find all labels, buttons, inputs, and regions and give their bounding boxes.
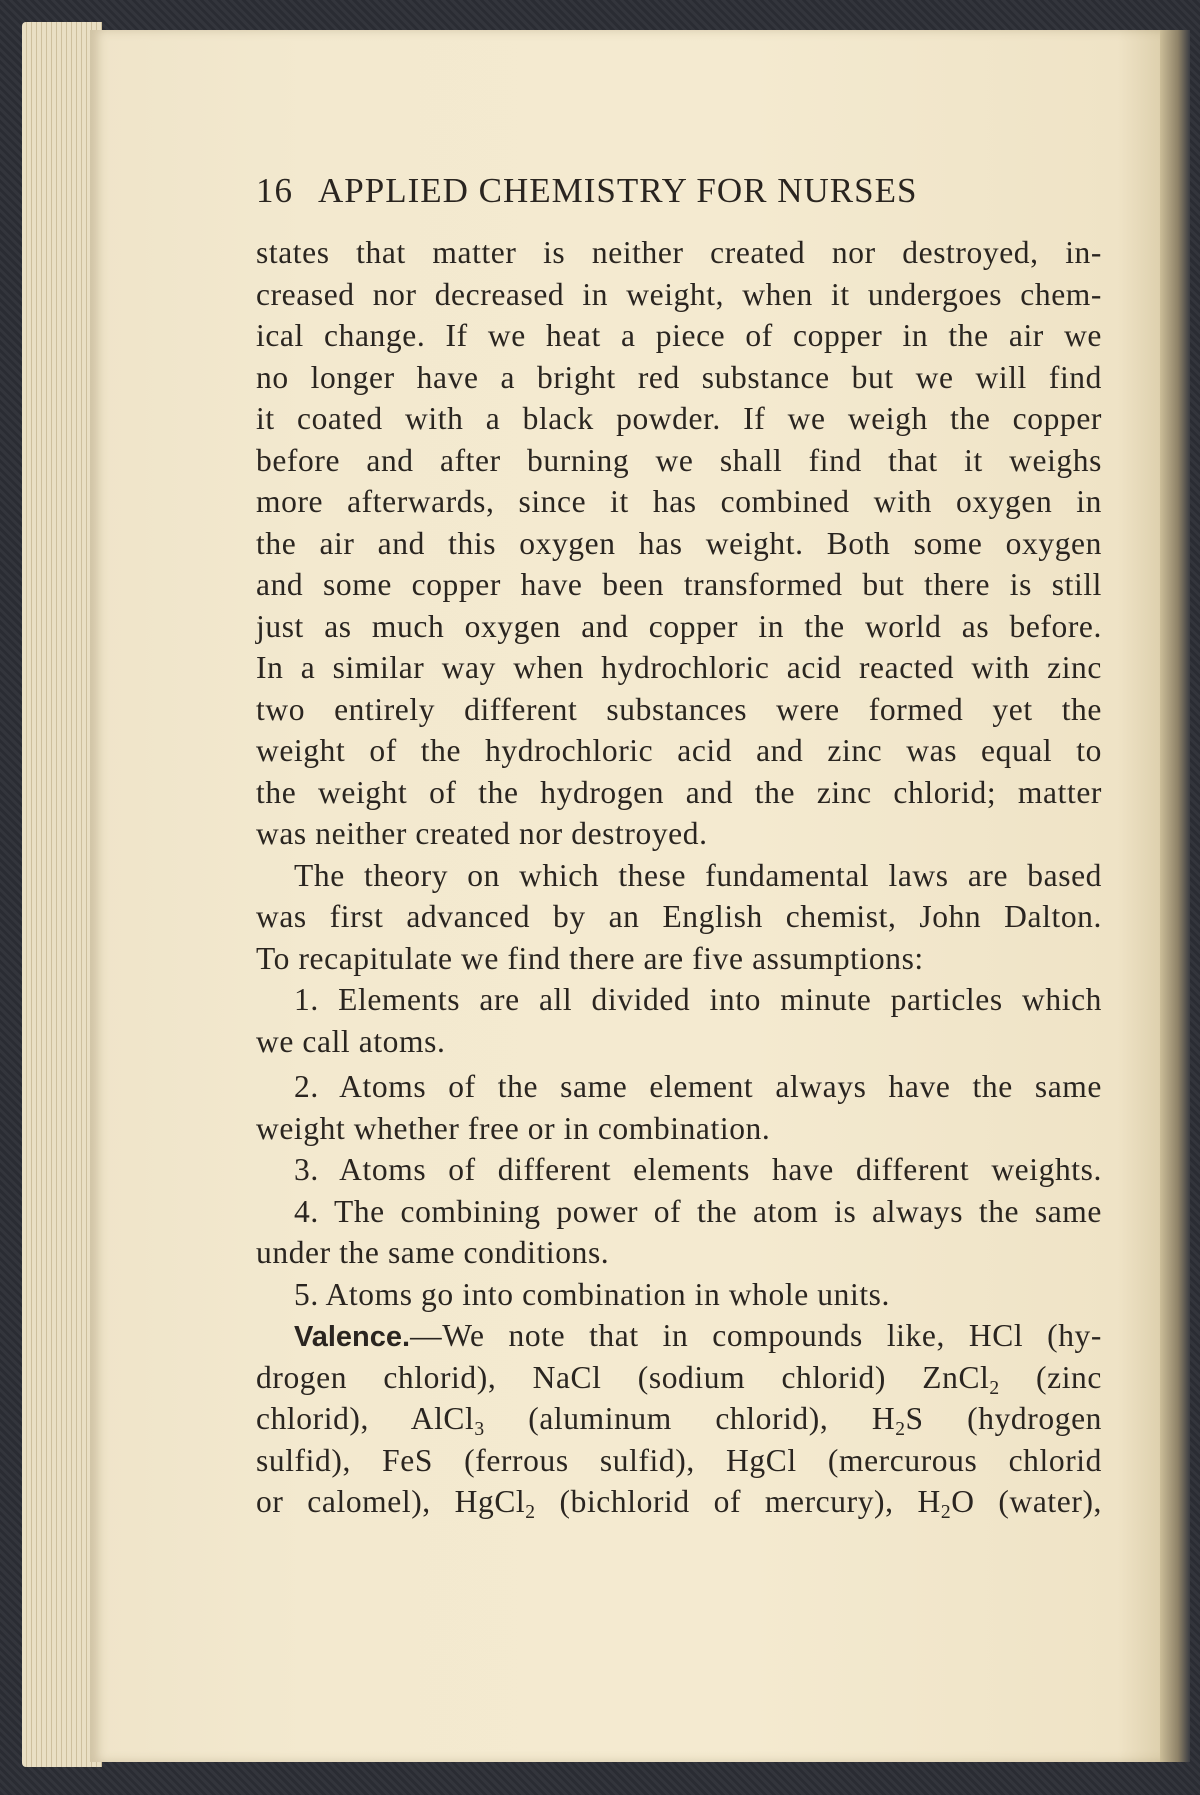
text-line: the weight of the hydrogen and the zinc chlorid; matter	[256, 774, 1102, 810]
paragraph-dalton	[256, 855, 1102, 980]
running-title: APPLIED CHEMISTRY FOR NURSES	[318, 171, 918, 210]
text-line: chlorid), AlCl$_3$ (aluminum chlorid), $H_2S$ (hydrogen	[256, 1401, 1103, 1440]
running-header	[256, 171, 1016, 215]
text-line: sulfid), FeS (ferrous sulfid), HgCl (mercurous chlorid	[256, 1442, 1102, 1478]
text-line: To recapitulate we find there are five assumptions:	[256, 940, 924, 976]
assumption-3	[256, 1149, 1102, 1191]
assumption-5	[256, 1274, 1102, 1316]
text-line: the air and this oxygen has weight. Both some oxygen	[256, 525, 1102, 561]
paragraph-conservation	[256, 232, 1102, 855]
text-line: 4. The combining power of the atom is always the same	[294, 1193, 1102, 1229]
text-line: it coated with a black powder. If we weigh the copper	[256, 401, 1102, 436]
text-line: ical change. If we heat a piece of copper in the air we	[256, 318, 1102, 353]
text-line: 5. Atoms go into combination in whole units.	[294, 1276, 891, 1312]
text-line: we call atoms.	[256, 1023, 446, 1059]
text-line: 2. Atoms of the same element always have the same	[294, 1069, 1102, 1104]
text-line: 3. Atoms of different elements have different weights.	[294, 1152, 1102, 1187]
text-line: before and after burning we shall find that it weighs	[256, 442, 1102, 478]
text-line: was first advanced by an English chemist, John Dalton.	[256, 899, 1102, 934]
text-line: weight of the hydrochloric acid and zinc was equal to	[256, 733, 1102, 768]
text-line: The theory on which these fundamental laws are based	[294, 857, 1102, 893]
text-line: or calomel), HgCl$_2$ (bichlorid of mercury), $H_2O$ (water),	[256, 1484, 1103, 1523]
body-text	[256, 232, 1102, 1523]
text-line: more afterwards, since it has combined with oxygen in	[256, 484, 1102, 519]
text-line: creased nor decreased in weight, when it undergoes chem-	[256, 276, 1102, 312]
page-number: 16	[256, 171, 293, 210]
text-line: two entirely different substances were formed yet the	[256, 691, 1102, 727]
text-line: drogen chlorid), NaCl (sodium chlorid) ZnCl$_2$ (zinc	[256, 1359, 1102, 1399]
assumption-4	[256, 1191, 1102, 1274]
text-line: and some copper have been transformed but there is still	[256, 567, 1102, 602]
text-line: 1. Elements are all divided into minute particles which	[294, 982, 1102, 1017]
text-line: states that matter is neither created nor destroyed, in-	[256, 235, 1102, 270]
text-line: Valence.—We note that in compounds like, HCl (hy-	[294, 1318, 1102, 1353]
assumption-2	[256, 1066, 1102, 1149]
paragraph-valence	[256, 1315, 1102, 1523]
text-line: In a similar way when hydrochloric acid reacted with zinc	[256, 650, 1102, 685]
text-line: just as much oxygen and copper in the world as before.	[256, 608, 1102, 644]
section-heading: Valence.	[294, 1321, 411, 1353]
page-gutter	[1160, 30, 1190, 1762]
text-line: under the same conditions.	[256, 1235, 610, 1270]
assumption-1	[256, 979, 1102, 1062]
text-line: was neither created nor destroyed.	[256, 816, 708, 851]
text-line: no longer have a bright red substance but we will find	[256, 359, 1102, 395]
text-line: weight whether free or in combination.	[256, 1110, 771, 1146]
